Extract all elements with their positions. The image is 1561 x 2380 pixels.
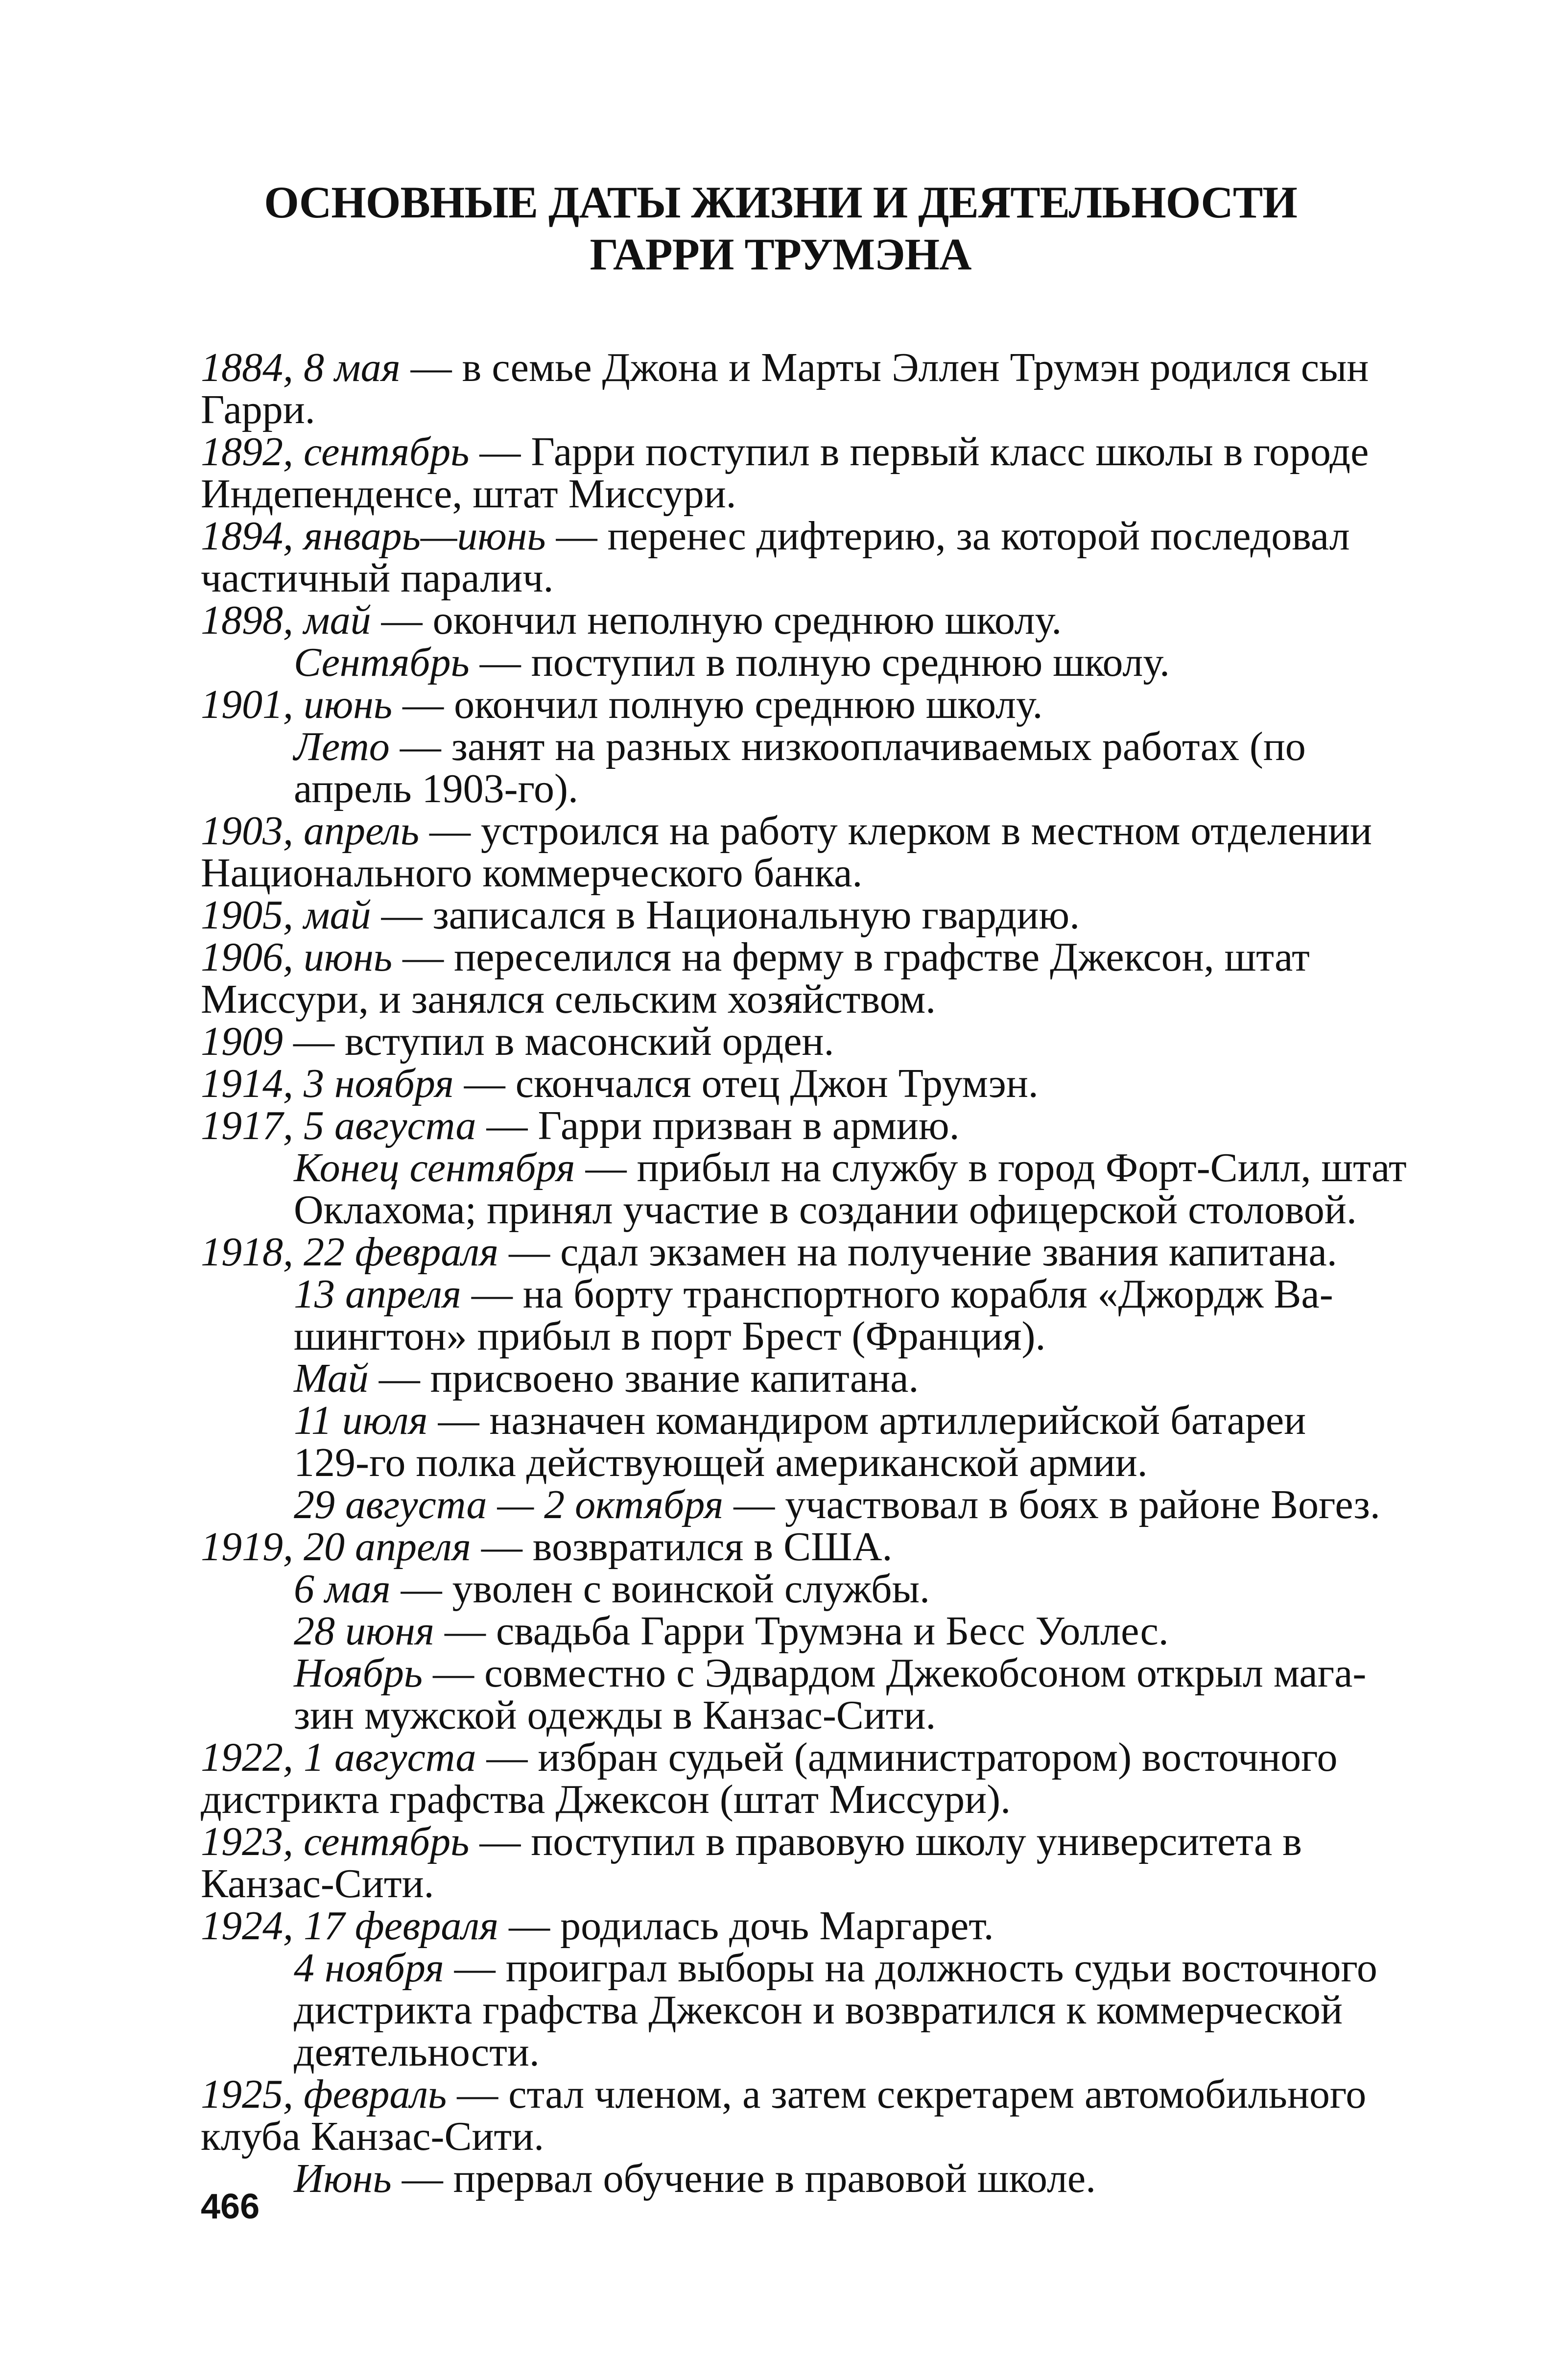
chronology-entry [201, 345, 1369, 432]
chronology-subentry [201, 1145, 1407, 1233]
entry-date: Лето [294, 724, 390, 769]
entry-text: — устроился на работу клерком в местном отделении [419, 808, 1372, 854]
title-line-1: ОСНОВНЫЕ ДАТЫ ЖИЗНИ И ДЕЯТЕЛЬНОСТИ [264, 177, 1297, 227]
entry-date: 1925, февраль [201, 2071, 447, 2117]
entry-text-continued: 129-го полка действующей американской армии. [294, 1440, 1148, 1485]
entry-text-continued: дистрикта графства Джексон (штат Миссури). [201, 1777, 1011, 1822]
entry-date: 1903, апрель [201, 808, 420, 854]
entry-text: — Гарри призван в армию. [476, 1103, 960, 1148]
chronology-entry [201, 1063, 1366, 1105]
entry-date: 1919, 20 апреля [201, 1524, 471, 1570]
entry-text: — избран судьей (администратором) восточного [476, 1735, 1338, 1780]
entry-date: 1909 [201, 1019, 283, 1064]
entry-date: 1884, 8 мая [201, 345, 401, 390]
entry-date: 1924, 17 февраля [201, 1903, 499, 1949]
entry-date: 1917, 5 августа [201, 1103, 476, 1148]
chronology-entry [201, 429, 1369, 517]
entry-text: — родилась дочь Маргарет. [498, 1903, 994, 1949]
chronology-entry [201, 1905, 1366, 1947]
entry-text-continued: Оклахома; принял участие в создании офицерской столовой. [294, 1187, 1357, 1233]
entry-date: 29 августа — 2 октября [294, 1482, 724, 1527]
entry-text: — в семье Джона и Марты Эллен Трумэн родился сын [400, 345, 1369, 390]
entry-date: 1898, май [201, 597, 371, 643]
entry-date: Май [294, 1356, 369, 1401]
page-number: 466 [201, 2187, 260, 2226]
entry-text: — участвовал в боях в районе Вогез. [723, 1482, 1380, 1527]
entry-text-continued: деятельности. [294, 2029, 540, 2075]
chronology-subentry [201, 1273, 1366, 1357]
entry-text: — назначен командиром артиллерийской батареи [427, 1398, 1306, 1443]
chronology-entry [201, 808, 1372, 896]
entry-date: Июнь [294, 2156, 392, 2201]
entry-text: — поступил в правовую школу университета в [469, 1819, 1302, 1864]
entry-text-continued: зин мужской одежды в Канзас-Сити. [294, 1692, 936, 1738]
entry-text: — Гарри поступил в первый класс школы в городе [469, 429, 1369, 475]
entry-text-continued: дистрикта графства Джексон и возвратился к коммерческой [294, 1987, 1343, 2033]
entry-date: 1894, январь—июнь [201, 513, 546, 559]
entry-text-continued: Национального коммерческого банка. [201, 850, 863, 896]
chronology-entry [201, 1526, 1366, 1568]
entry-text: — сдал экзамен на получение звания капитана. [498, 1229, 1337, 1275]
entry-date: 6 мая [294, 1566, 391, 1612]
chronology-subentry [201, 2158, 1366, 2200]
chronology-subentry [201, 1482, 1380, 1527]
chronology-subentry [201, 1652, 1366, 1737]
entry-text-continued: Миссури, и занялся сельским хозяйством. [201, 976, 936, 1022]
chronology-entry [201, 2073, 1366, 2158]
entry-text: — прибыл на службу в город Форт-Силл, штат [575, 1145, 1407, 1190]
chronology-entry [201, 1105, 1366, 1147]
entry-date: 4 ноября [294, 1945, 444, 1991]
chronology-entry [201, 936, 1366, 1021]
entry-text-continued: апрель 1903-го). [294, 766, 578, 811]
page-title [0, 176, 1561, 280]
chronology-entry [201, 1231, 1366, 1273]
chronology-entry [201, 1737, 1366, 1821]
chronology-entry [201, 599, 1366, 642]
chronology-subentry [201, 1945, 1377, 2075]
chronology-entry [201, 684, 1366, 726]
chronology-entry [201, 1021, 1366, 1063]
entry-text: — совместно с Эдвардом Джекобсоном открыл мага- [423, 1650, 1367, 1696]
entry-text: — свадьба Гарри Трумэна и Бесс Уоллес. [434, 1608, 1169, 1654]
entry-text-continued: шингтон» прибыл в порт Брест (Франция). [294, 1313, 1046, 1359]
chronology-subentry [201, 1568, 1366, 1610]
entry-date: 1892, сентябрь [201, 429, 470, 475]
entry-text: — поступил в полную среднюю школу. [469, 640, 1170, 685]
entry-date: 1923, сентябрь [201, 1819, 470, 1864]
chronology-subentry [201, 1610, 1366, 1652]
chronology-subentry [201, 1357, 1366, 1400]
entry-date: Конец сентября [294, 1145, 575, 1190]
entry-date: 13 апреля [294, 1271, 461, 1317]
chronology-subentry [201, 726, 1366, 810]
chronology-list [201, 345, 1407, 2201]
entry-date: 1901, июнь [201, 682, 393, 727]
chronology-entry [201, 894, 1366, 936]
entry-text: — переселился на ферму в графстве Джексон, штат [392, 934, 1310, 980]
chronology-subentry [201, 642, 1366, 684]
entry-date: Ноябрь [294, 1650, 423, 1696]
entry-date: 28 июня [294, 1608, 434, 1654]
entry-text-continued: Канзас-Сити. [201, 1861, 434, 1906]
entry-text: — перенес дифтерию, за которой последовал [545, 513, 1350, 559]
chronology-entry [201, 1821, 1366, 1905]
entry-text: — возвратился в США. [471, 1524, 893, 1570]
entry-text: — присвоено звание капитана. [368, 1356, 919, 1401]
entry-text: — стал членом, а затем секретарем автомобильного [447, 2071, 1367, 2117]
entry-date: 1918, 22 февраля [201, 1229, 499, 1275]
entry-text-continued: Гарри. [201, 387, 315, 432]
chronology-subentry [201, 1400, 1366, 1484]
entry-date: 1922, 1 августа [201, 1735, 476, 1780]
entry-date: Сентябрь [294, 640, 470, 685]
entry-text: — на борту транспортного корабля «Джордж Ва- [461, 1271, 1333, 1317]
entry-text: — уволен с воинской службы. [390, 1566, 930, 1612]
entry-date: 11 июля [294, 1398, 428, 1443]
entry-text: — вступил в масонский орден. [283, 1019, 834, 1064]
entry-text-continued: клуба Канзас-Сити. [201, 2114, 544, 2159]
entry-text-continued: частичный паралич. [201, 555, 554, 601]
entry-text: — занят на разных низкооплачиваемых работах (по [389, 724, 1306, 769]
chronology-entry [201, 515, 1366, 599]
entry-date: 1914, 3 ноября [201, 1061, 454, 1106]
entry-text-continued: Индепенденсе, штат Миссури. [201, 471, 736, 517]
entry-text: — проиграл выборы на должность судьи восточного [444, 1945, 1377, 1991]
entry-text: — окончил неполную среднюю школу. [371, 597, 1062, 643]
entry-date: 1906, июнь [201, 934, 393, 980]
entry-text: — записался в Национальную гвардию. [371, 892, 1080, 938]
entry-text: — окончил полную среднюю школу. [392, 682, 1043, 727]
entry-text: — скончался отец Джон Трумэн. [453, 1061, 1039, 1106]
entry-text: — прервал обучение в правовой школе. [391, 2156, 1096, 2201]
entry-date: 1905, май [201, 892, 371, 938]
title-line-2: ГАРРИ ТРУМЭНА [590, 229, 971, 279]
